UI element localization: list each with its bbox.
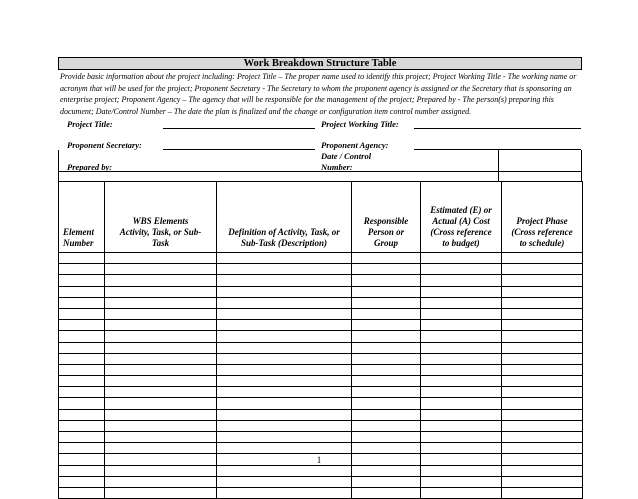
table-cell[interactable] [59, 275, 105, 286]
table-cell[interactable] [502, 409, 583, 420]
table-cell[interactable] [421, 286, 502, 297]
table-cell[interactable] [502, 376, 583, 387]
table-cell[interactable] [502, 364, 583, 375]
table-row [59, 465, 583, 476]
table-cell[interactable] [352, 376, 421, 387]
table-cell[interactable] [59, 487, 105, 498]
table-cell[interactable] [352, 297, 421, 308]
table-cell[interactable] [421, 387, 502, 398]
prepared-by-label: Prepared by: [67, 162, 113, 172]
table-cell[interactable] [352, 275, 421, 286]
table-cell[interactable] [421, 320, 502, 331]
table-cell[interactable] [59, 264, 105, 275]
table-cell[interactable] [105, 420, 217, 431]
table-cell[interactable] [352, 286, 421, 297]
project-working-title-label: Project Working Title: [321, 119, 399, 129]
table-cell[interactable] [59, 465, 105, 476]
project-title-label: Project Title: [67, 119, 113, 129]
table-cell[interactable] [105, 342, 217, 353]
table-cell[interactable] [421, 342, 502, 353]
table-cell[interactable] [352, 364, 421, 375]
table-row [59, 409, 583, 420]
table-cell[interactable] [352, 476, 421, 487]
frame-divider [58, 150, 59, 181]
col-header-cost: Estimated (E) or Actual (A) Cost (Cross reference to budget) [421, 182, 502, 253]
wbs-table [58, 181, 583, 499]
table-cell[interactable] [105, 286, 217, 297]
table-cell[interactable] [105, 465, 217, 476]
table-row [59, 376, 583, 387]
table-cell[interactable] [502, 420, 583, 431]
table-cell[interactable] [421, 465, 502, 476]
table-row [59, 264, 583, 275]
table-row [59, 398, 583, 409]
table-cell[interactable] [217, 353, 352, 364]
table-cell[interactable] [59, 443, 105, 454]
table-cell[interactable] [352, 398, 421, 409]
project-working-title-field[interactable] [414, 128, 581, 129]
table-cell[interactable] [217, 443, 352, 454]
table-cell[interactable] [421, 297, 502, 308]
table-cell[interactable] [59, 432, 105, 443]
col-header-element-number: Element Number [59, 182, 105, 253]
col-header-wbs-elements: WBS Elements Activity, Task, or Sub- Task [105, 182, 217, 253]
table-cell[interactable] [217, 476, 352, 487]
table-cell[interactable] [217, 253, 352, 264]
table-row [59, 364, 583, 375]
table-cell[interactable] [59, 476, 105, 487]
table-cell[interactable] [217, 487, 352, 498]
table-row [59, 487, 583, 498]
table-cell[interactable] [105, 409, 217, 420]
table-cell[interactable] [217, 275, 352, 286]
proponent-agency-label: Proponent Agency: [321, 140, 389, 150]
table-cell[interactable] [105, 387, 217, 398]
table-cell[interactable] [421, 364, 502, 375]
table-row [59, 320, 583, 331]
table-row [59, 476, 583, 487]
table-cell[interactable] [105, 364, 217, 375]
table-cell[interactable] [352, 487, 421, 498]
table-cell[interactable] [421, 264, 502, 275]
table-cell[interactable] [105, 275, 217, 286]
table-cell[interactable] [59, 320, 105, 331]
table-row [59, 308, 583, 319]
table-cell[interactable] [502, 275, 583, 286]
table-cell[interactable] [421, 376, 502, 387]
table-cell[interactable] [502, 432, 583, 443]
table-row [59, 353, 583, 364]
table-cell[interactable] [502, 331, 583, 342]
table-cell[interactable] [105, 353, 217, 364]
table-cell[interactable] [217, 387, 352, 398]
table-cell[interactable] [421, 487, 502, 498]
table-cell[interactable] [352, 409, 421, 420]
table-cell[interactable] [105, 443, 217, 454]
table-cell[interactable] [217, 297, 352, 308]
page-number: 1 [316, 455, 322, 465]
table-row [59, 342, 583, 353]
table-cell[interactable] [421, 420, 502, 431]
table-cell[interactable] [59, 331, 105, 342]
table-cell[interactable] [502, 353, 583, 364]
table-cell[interactable] [59, 376, 105, 387]
table-cell[interactable] [105, 476, 217, 487]
table-cell[interactable] [352, 342, 421, 353]
table-cell[interactable] [105, 331, 217, 342]
table-cell[interactable] [105, 487, 217, 498]
table-cell[interactable] [59, 308, 105, 319]
table-cell[interactable] [421, 398, 502, 409]
table-cell[interactable] [421, 432, 502, 443]
table-row [59, 275, 583, 286]
table-row [59, 297, 583, 308]
table-cell[interactable] [105, 253, 217, 264]
table-cell[interactable] [217, 331, 352, 342]
date-control-label-line1: Date / Control [321, 151, 372, 161]
table-cell[interactable] [502, 320, 583, 331]
table-cell[interactable] [421, 353, 502, 364]
table-cell[interactable] [502, 286, 583, 297]
table-cell[interactable] [421, 409, 502, 420]
table-cell[interactable] [502, 398, 583, 409]
frame-divider [581, 150, 582, 181]
table-cell[interactable] [59, 342, 105, 353]
table-cell[interactable] [421, 443, 502, 454]
table-cell[interactable] [217, 420, 352, 431]
table-cell[interactable] [502, 465, 583, 476]
table-cell[interactable] [352, 253, 421, 264]
table-row [59, 253, 583, 264]
table-cell[interactable] [105, 432, 217, 443]
table-cell[interactable] [421, 308, 502, 319]
table-cell[interactable] [217, 286, 352, 297]
table-cell[interactable] [59, 420, 105, 431]
table-cell[interactable] [217, 409, 352, 420]
table-cell[interactable] [352, 353, 421, 364]
table-cell[interactable] [217, 342, 352, 353]
table-cell[interactable] [421, 331, 502, 342]
table-cell[interactable] [352, 432, 421, 443]
table-cell[interactable] [421, 275, 502, 286]
table-cell[interactable] [502, 476, 583, 487]
table-cell[interactable] [352, 308, 421, 319]
table-cell[interactable] [59, 364, 105, 375]
table-cell[interactable] [352, 331, 421, 342]
col-header-project-phase: Project Phase (Cross reference to schedule) [502, 182, 583, 253]
table-cell[interactable] [502, 264, 583, 275]
table-cell[interactable] [502, 342, 583, 353]
table-row [59, 432, 583, 443]
table-cell[interactable] [502, 443, 583, 454]
table-cell[interactable] [502, 297, 583, 308]
table-cell[interactable] [352, 320, 421, 331]
table-cell[interactable] [217, 364, 352, 375]
date-control-label-line2: Number: [321, 162, 353, 172]
frame-divider [498, 150, 499, 181]
table-row [59, 443, 583, 454]
proponent-secretary-field[interactable] [163, 149, 315, 150]
table-cell[interactable] [421, 476, 502, 487]
table-row [59, 286, 583, 297]
table-cell[interactable] [59, 297, 105, 308]
table-row [59, 420, 583, 431]
table-cell[interactable] [105, 308, 217, 319]
proponent-secretary-label: Proponent Secretary: [67, 140, 142, 150]
table-cell[interactable] [502, 487, 583, 498]
table-cell[interactable] [217, 465, 352, 476]
table-cell[interactable] [217, 376, 352, 387]
table-cell[interactable] [352, 264, 421, 275]
table-cell[interactable] [59, 353, 105, 364]
page-title: Work Breakdown Structure Table [58, 57, 582, 70]
table-header-row [59, 182, 583, 253]
frame-divider [58, 171, 582, 172]
table-cell[interactable] [217, 320, 352, 331]
table-cell[interactable] [59, 387, 105, 398]
table-cell[interactable] [105, 320, 217, 331]
col-header-responsible: Responsible Person or Group [352, 182, 421, 253]
table-cell[interactable] [502, 387, 583, 398]
table-cell[interactable] [352, 443, 421, 454]
table-cell[interactable] [105, 297, 217, 308]
table-cell[interactable] [59, 398, 105, 409]
table-cell[interactable] [352, 465, 421, 476]
table-cell[interactable] [421, 253, 502, 264]
instructions-text: Provide basic information about the project including: Project Title – The proper name used to identify this project; Project Working Title - The working name or acronym that will be used for the project; Proponent Secretary - The Secretary to whom the proponent agency is assigned or the Secretary that is sponsoring an enterprise project; Proponent Agency – The agency that will be responsible for the management of the project; Prepared by - The person(s) preparing this document; Date/Control Number – The date the plan is finalized and the change or configuration item control number assigned. [60, 72, 577, 116]
table-cell[interactable] [59, 253, 105, 264]
table-cell[interactable] [105, 398, 217, 409]
table-cell[interactable] [59, 286, 105, 297]
table-cell[interactable] [352, 387, 421, 398]
table-cell[interactable] [105, 376, 217, 387]
col-header-definition: Definition of Activity, Task, or Sub-Task (Description) [217, 182, 352, 253]
table-cell[interactable] [502, 253, 583, 264]
table-cell[interactable] [502, 308, 583, 319]
table-row [59, 331, 583, 342]
table-row [59, 387, 583, 398]
table-cell[interactable] [59, 409, 105, 420]
table-cell[interactable] [105, 264, 217, 275]
table-cell[interactable] [217, 432, 352, 443]
table-cell[interactable] [217, 264, 352, 275]
project-title-field[interactable] [163, 128, 315, 129]
table-cell[interactable] [352, 420, 421, 431]
table-cell[interactable] [217, 308, 352, 319]
table-cell[interactable] [217, 398, 352, 409]
